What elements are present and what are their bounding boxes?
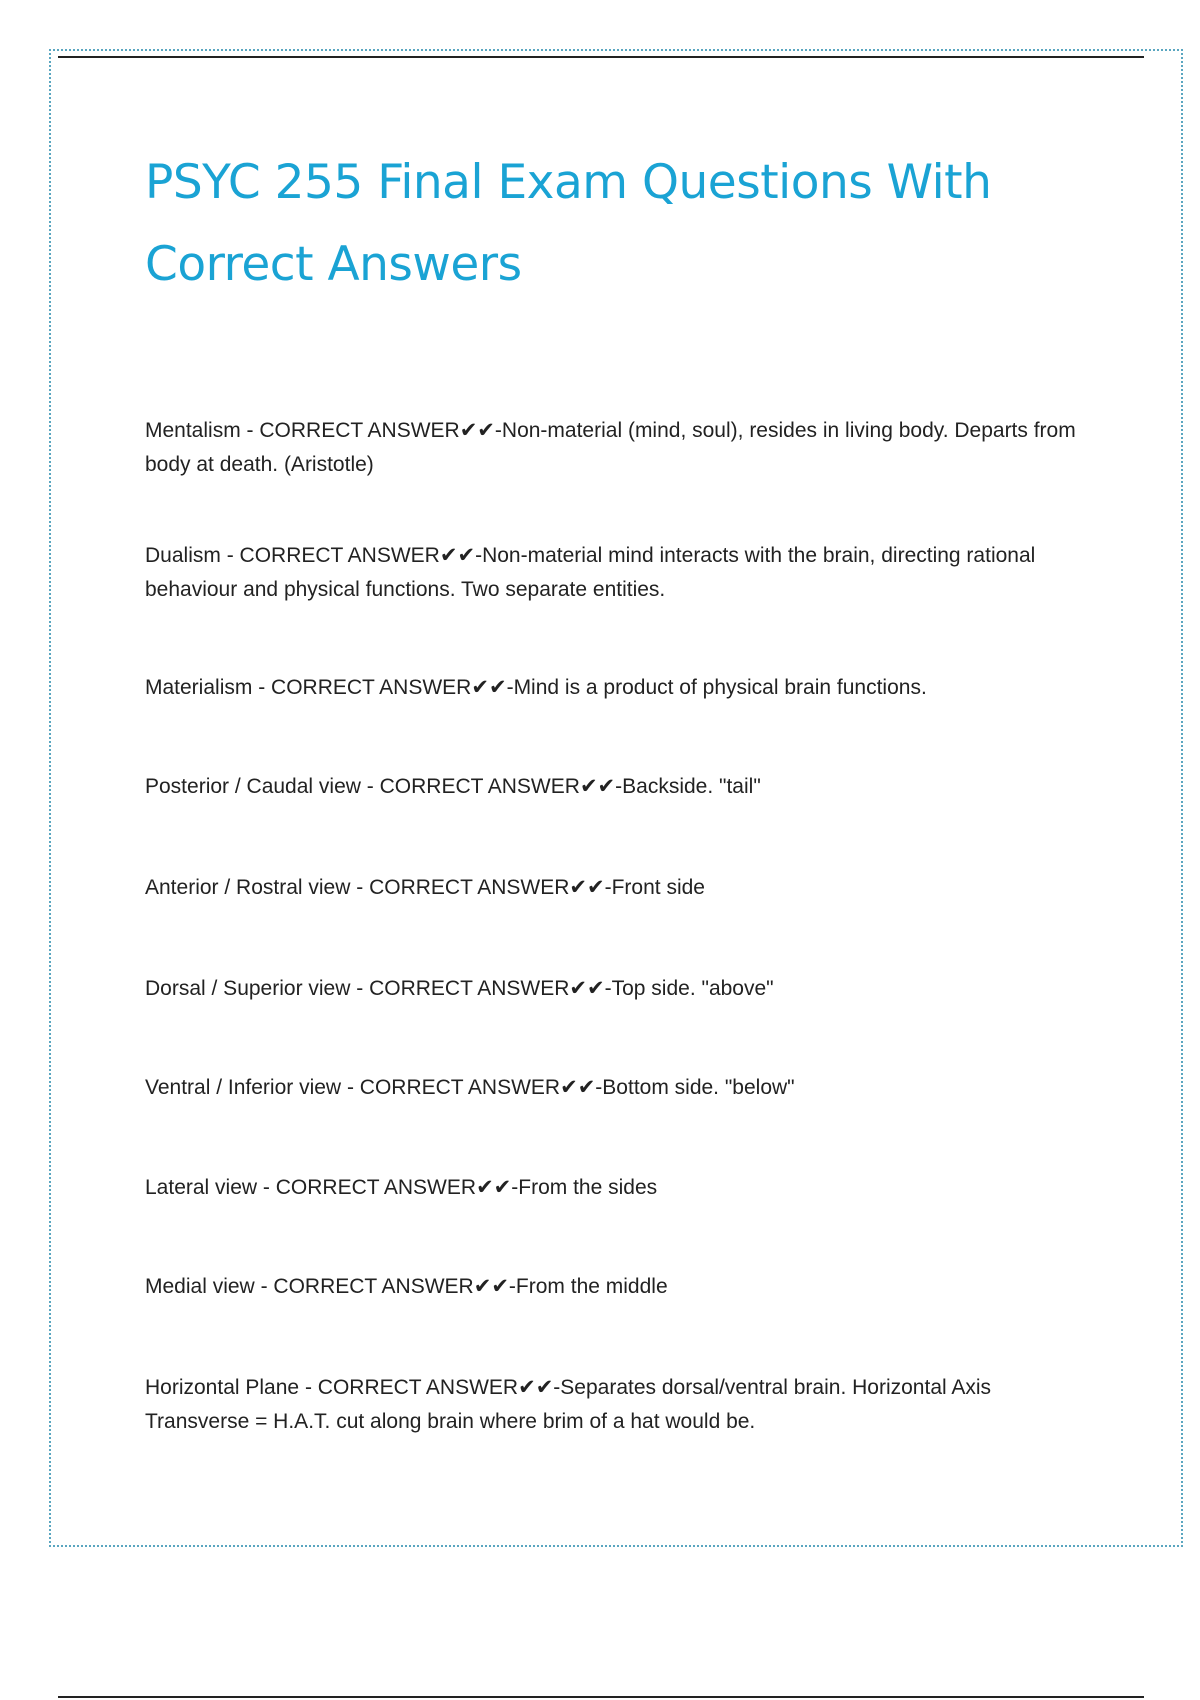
entry-term: Horizontal Plane	[145, 1376, 300, 1399]
entry-definition: From the middle	[515, 1275, 668, 1298]
check-icon: ✔✔	[473, 1275, 509, 1298]
qa-entry-medial: Medial view - CORRECT ANSWER✔✔-From the middle	[145, 1275, 668, 1298]
entry-term: Medial view	[145, 1275, 255, 1298]
check-icon: ✔✔	[439, 544, 476, 567]
document-title: PSYC 255 Final Exam Questions With Correct Answers	[145, 155, 992, 292]
qa-entry-dualism: Dualism - CORRECT ANSWER✔✔-Non-material mind interacts with the brain, directing rational behaviour and physical functions. Two separate entities.	[145, 544, 1036, 601]
entry-definition: Mind is a product of physical brain functions.	[513, 676, 927, 699]
qa-entry-lateral: Lateral view - CORRECT ANSWER✔✔-From the sides	[145, 1176, 658, 1199]
header-rule	[58, 56, 1144, 58]
answer-marker: CORRECT ANSWER	[275, 1176, 477, 1199]
answer-marker: CORRECT ANSWER	[239, 544, 440, 567]
entry-term: Ventral / Inferior view	[145, 1076, 342, 1099]
check-icon: ✔✔	[569, 977, 605, 1000]
check-icon: ✔✔	[569, 876, 605, 899]
entry-term: Materialism	[145, 676, 253, 699]
answer-marker: CORRECT ANSWER	[271, 676, 472, 699]
answer-marker: CORRECT ANSWER	[359, 1076, 561, 1099]
answer-marker: CORRECT ANSWER	[273, 1275, 474, 1298]
answer-marker: CORRECT ANSWER	[379, 775, 580, 798]
entry-term: Lateral view	[145, 1176, 258, 1199]
entry-definition: From the sides	[518, 1176, 658, 1199]
entry-definition: Non-material (mind, soul), resides in living body. Departs from body at death. (Aristotle)	[145, 419, 1076, 476]
qa-entry-ventral: Ventral / Inferior view - CORRECT ANSWER✔✔-Bottom side. "below"	[145, 1076, 795, 1099]
entry-definition: Backside. "tail"	[622, 775, 761, 798]
check-icon: ✔✔	[518, 1376, 554, 1399]
entry-term: Dualism	[145, 544, 221, 567]
qa-entry-dorsal: Dorsal / Superior view - CORRECT ANSWER✔✔-Top side. "above"	[145, 977, 774, 1000]
answer-marker: CORRECT ANSWER	[369, 977, 570, 1000]
entry-definition: Top side. "above"	[611, 977, 774, 1000]
answer-marker: CORRECT ANSWER	[369, 876, 570, 899]
entry-definition: Bottom side. "below"	[602, 1076, 795, 1099]
qa-entry-horizontal-plane: Horizontal Plane - CORRECT ANSWER✔✔-Separates dorsal/ventral brain. Horizontal Axis Transverse = H.A.T. cut along brain where brim of a hat would be.	[145, 1376, 992, 1433]
entry-definition: Non-material mind interacts with the brain, directing rational behaviour and physical functions. Two separate entities.	[145, 544, 1036, 601]
check-icon: ✔✔	[560, 1076, 596, 1099]
footer-rule	[58, 1696, 1144, 1698]
entry-term: Dorsal / Superior view	[145, 977, 351, 1000]
qa-list	[145, 414, 1095, 1439]
answer-marker: CORRECT ANSWER	[317, 1376, 519, 1399]
check-icon: ✔✔	[476, 1176, 512, 1199]
check-icon: ✔✔	[579, 775, 616, 798]
entry-term: Posterior / Caudal view	[145, 775, 361, 798]
answer-marker: CORRECT ANSWER	[259, 419, 460, 442]
check-icon: ✔✔	[459, 419, 495, 442]
qa-entry-posterior: Posterior / Caudal view - CORRECT ANSWER✔✔-Backside. "tail"	[145, 775, 761, 798]
qa-entry-materialism: Materialism - CORRECT ANSWER✔✔-Mind is a product of physical brain functions.	[145, 676, 927, 699]
entry-term: Mentalism	[145, 419, 241, 442]
qa-entry-mentalism: Mentalism - CORRECT ANSWER✔✔-Non-material (mind, soul), resides in living body. Departs from body at death. (Aristotle)	[145, 419, 1076, 476]
entry-term: Anterior / Rostral view	[145, 876, 351, 899]
entry-definition: Separates dorsal/ventral brain. Horizontal Axis Transverse = H.A.T. cut along brain where brim of a hat would be.	[145, 1376, 992, 1433]
check-icon: ✔✔	[471, 676, 507, 699]
entry-definition: Front side	[611, 876, 705, 899]
qa-entry-anterior: Anterior / Rostral view - CORRECT ANSWER✔✔-Front side	[145, 876, 705, 899]
